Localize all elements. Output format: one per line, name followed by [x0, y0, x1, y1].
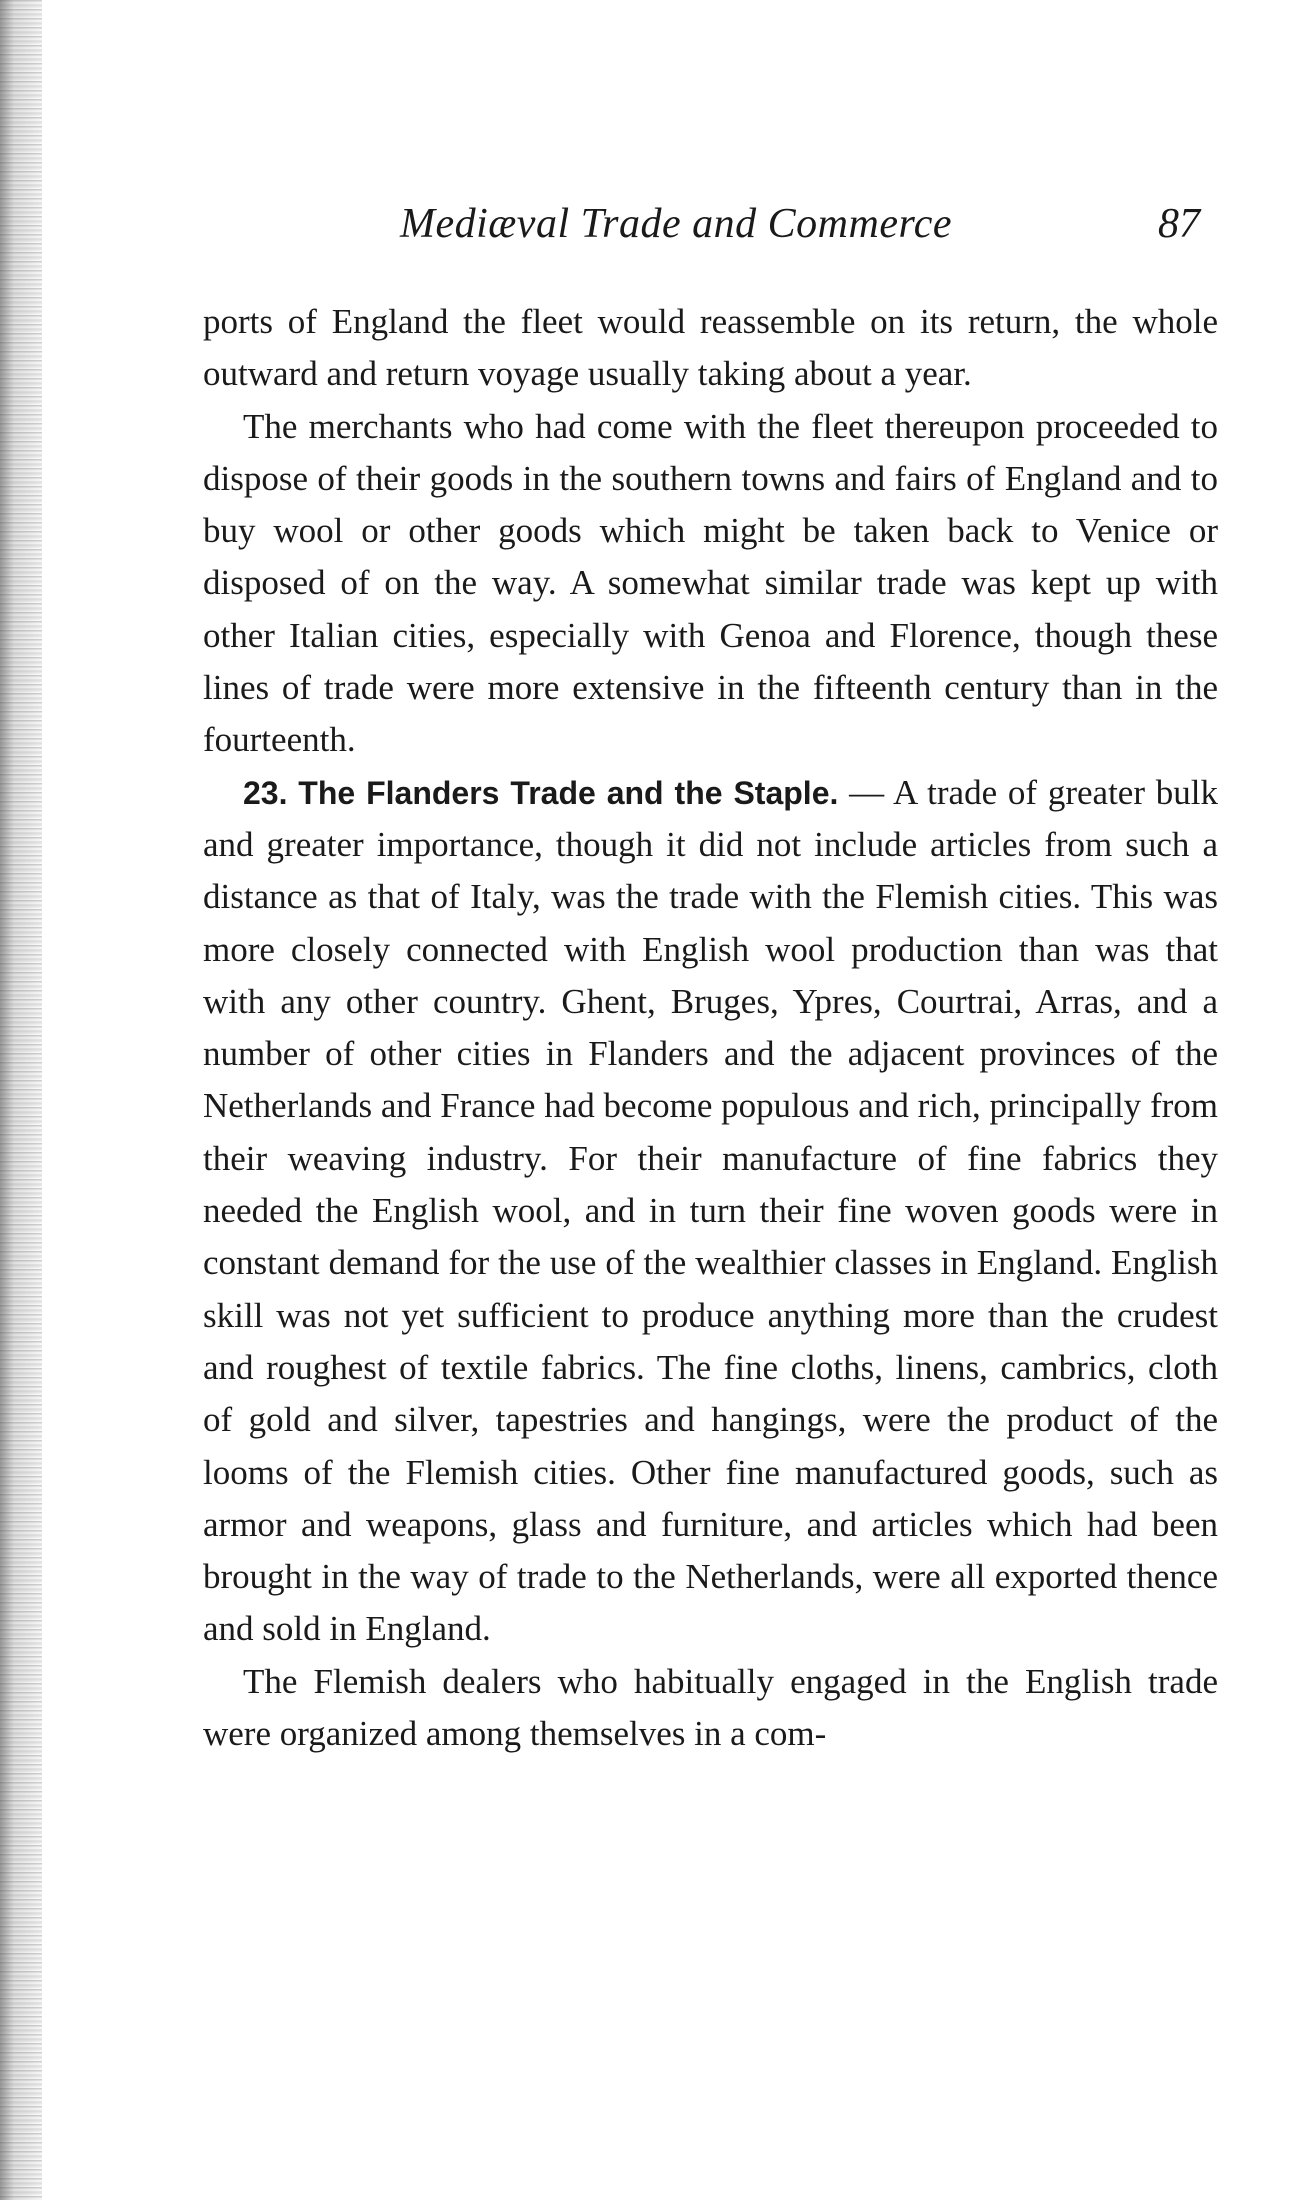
section-dash: — — [838, 772, 894, 812]
page-number: 87 — [1158, 201, 1200, 247]
section-number: 23. — [243, 774, 288, 811]
text-body — [203, 296, 1218, 1760]
section-23-paragraph — [203, 767, 1218, 1656]
paragraph-continued: ports of England the fleet would reassemble on its return, the whole outward and return voyage usually taking about a year. — [203, 302, 1218, 394]
paragraph-flemish-dealers: The Flemish dealers who habitually engaged in the English trade were organized among themselves in a com- — [203, 1661, 1218, 1754]
section-title: The Flanders Trade and the Staple. — [298, 774, 839, 811]
page-binding-edge — [0, 0, 42, 2200]
paragraph-merchants: The merchants who had come with the fleet thereupon proceeded to dispose of their goods in the southern towns and fairs of England and to buy wool or other goods which might be taken back to Venice or disposed of on the way. A somewhat similar trade was kept up with other Italian cities, especially with Genoa and Florence, though these lines of trade were more extensive in the fifteenth century than in the fourteenth. — [203, 406, 1218, 760]
section-text: A trade of greater bulk and greater importance, though it did not include articles from such a distance as that of Italy, was the trade with the Flemish cities. This was more closely connected with English wool production than was that with any other country. Ghent, Bruges, Ypres, Courtrai, Arras, and a number of other cities in Flanders and the adjacent provinces of the Netherlands and France had become populous and rich, principally from their weaving industry. For their manufacture of fine fabrics they needed the English wool, and in turn their fine woven goods were in constant demand for the use of the wealthier classes in England. English skill was not yet sufficient to produce anything more than the crudest and roughest of textile fabrics. The fine cloths, linens, cambrics, cloth of gold and silver, tapestries and hangings, were the product of the looms of the Flemish cities. Other fine manufactured goods, such as armor and weapons, glass and furniture, and articles which had been brought in the way of trade to the Netherlands, were all exported thence and sold in England. — [203, 772, 1219, 1649]
page-header — [200, 200, 1200, 270]
running-head: Mediæval Trade and Commerce — [400, 201, 953, 247]
